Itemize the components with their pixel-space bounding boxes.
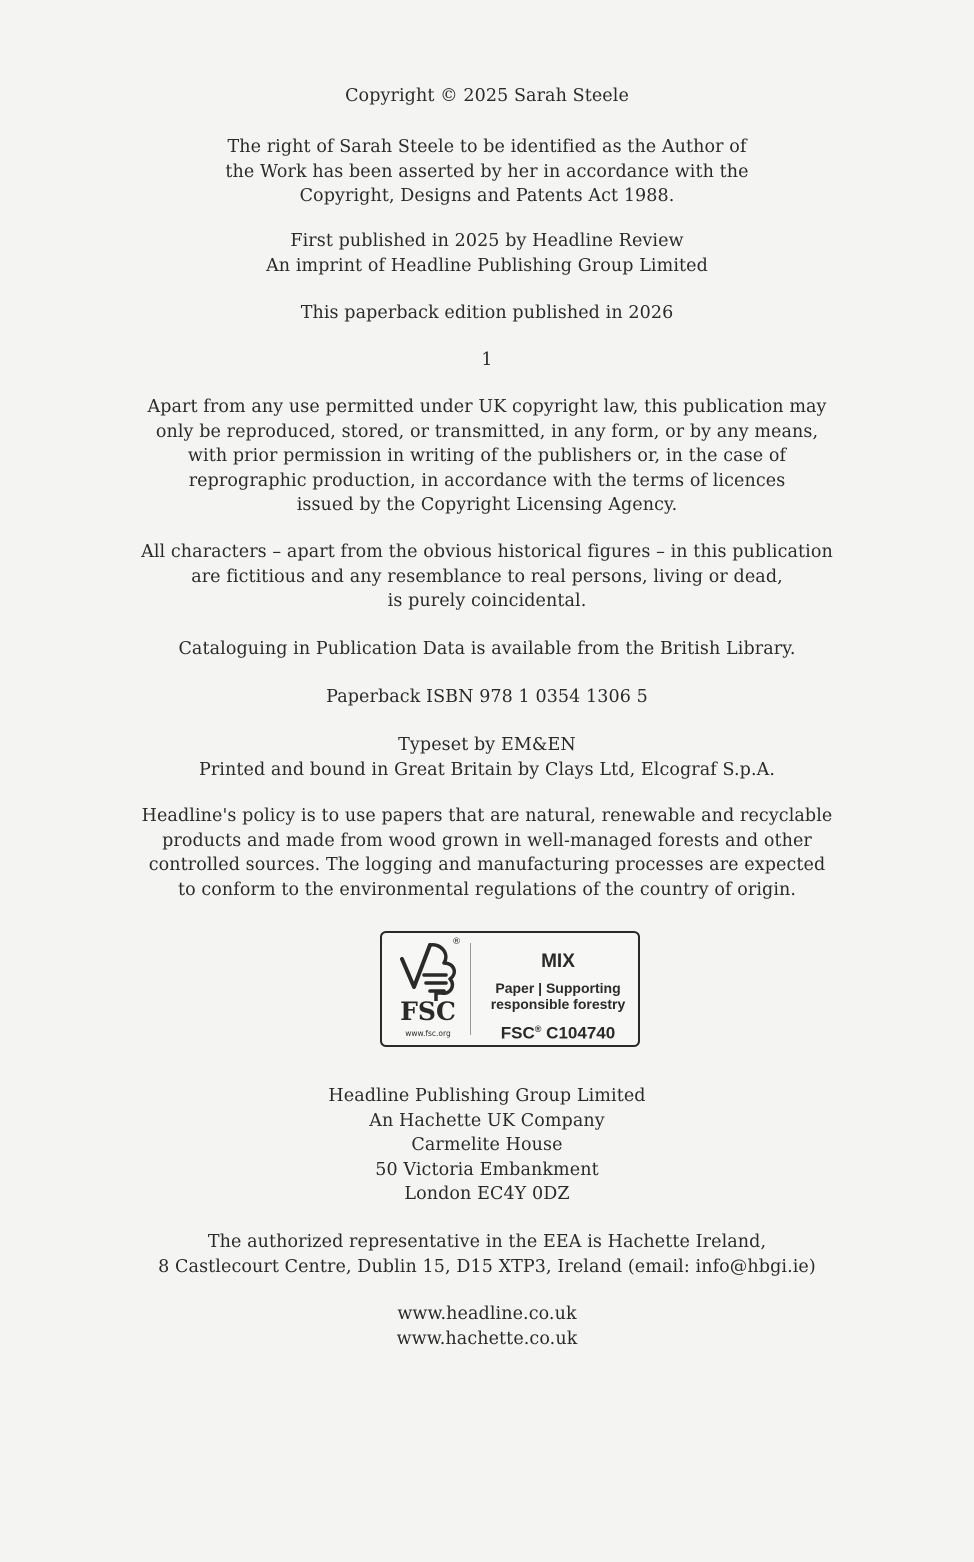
fsc-tree-checkmark-icon — [400, 939, 464, 1001]
isbn-text: Paperback ISBN 978 1 0354 1306 5 — [326, 687, 648, 707]
copyright-notice — [0, 84, 974, 109]
print-number-text: 1 — [481, 350, 493, 370]
text-line: reprographic production, in accordance with the terms of licences — [188, 470, 786, 491]
fsc-code-mark: ® — [534, 1024, 542, 1034]
address-line: Headline Publishing Group Limited — [328, 1086, 646, 1106]
fsc-label — [380, 931, 640, 1047]
text-line: only be reproduced, stored, or transmitted, in any form, or by any means, — [155, 421, 819, 442]
fsc-registered-mark: ® — [452, 937, 461, 947]
text-line: with prior permission in writing of the publishers or, in the case of — [187, 446, 787, 466]
text-line: Printed and bound in Great Britain by Clays Ltd, Elcograf S.p.A. — [198, 759, 776, 780]
address-line: 50 Victoria Embankment — [375, 1159, 599, 1180]
text-line: First published in 2025 by Headline Review — [290, 231, 684, 251]
address-line: Carmelite House — [411, 1135, 563, 1155]
text-line: controlled sources. The logging and manufacturing processes are expected — [148, 855, 826, 875]
address-line: London EC4Y 0DZ — [404, 1184, 570, 1204]
text-line: are fictitious and any resemblance to real persons, living or dead, — [191, 566, 783, 587]
text-line: to conform to the environmental regulations of the country of origin. — [177, 879, 797, 900]
text-line: Copyright, Designs and Patents Act 1988. — [299, 186, 675, 206]
production-credits — [0, 733, 974, 782]
website-link[interactable]: www.hachette.co.uk — [396, 1328, 578, 1349]
copyright-line: Copyright © 2025 Sarah Steele — [345, 86, 629, 106]
text-line: Cataloguing in Publication Data is available from the British Library. — [178, 639, 796, 659]
first-published-statement — [0, 229, 974, 278]
fsc-category: MIX — [541, 951, 575, 972]
text-line: This paperback edition published in 2026 — [300, 303, 674, 323]
text-line: The right of Sarah Steele to be identified as the Author of — [227, 137, 747, 157]
website-link[interactable]: www.headline.co.uk — [397, 1304, 577, 1324]
text-line: An imprint of Headline Publishing Group Limited — [266, 255, 708, 276]
fsc-code-number: C104740 — [546, 1023, 616, 1043]
moral-rights-statement — [0, 135, 974, 209]
fsc-line2: responsible forestry — [490, 996, 626, 1012]
text-line: Apart from any use permitted under UK copyright law, this publication may — [147, 397, 827, 417]
paperback-edition-statement — [0, 301, 974, 326]
isbn-statement — [0, 685, 974, 710]
websites — [0, 1302, 974, 1351]
text-line: Typeset by EM&EN — [398, 735, 576, 755]
fiction-disclaimer — [0, 540, 974, 614]
text-line: All characters – apart from the obvious historical figures – in this publication — [141, 542, 833, 562]
fsc-url: www.fsc.org — [405, 1029, 451, 1038]
paper-policy-statement — [0, 804, 974, 902]
text-line: issued by the Copyright Licensing Agency. — [296, 495, 678, 515]
fsc-license-code — [478, 1019, 638, 1044]
fsc-line1: Paper | Supporting — [495, 980, 621, 996]
fsc-logo-text: FSC — [400, 997, 456, 1026]
text-line: Headline's policy is to use papers that are natural, renewable and recyclable — [141, 806, 833, 826]
address-line: An Hachette UK Company — [369, 1110, 605, 1131]
text-line: products and made from wood grown in well-managed forests and other — [162, 830, 812, 851]
eea-representative — [0, 1230, 974, 1279]
text-line: 8 Castlecourt Centre, Dublin 15, D15 XTP3, Ireland (email: info@hbgi.ie) — [158, 1256, 816, 1277]
text-line: is purely coincidental. — [387, 591, 587, 611]
print-number — [0, 348, 974, 373]
fsc-code-prefix: FSC — [500, 1023, 535, 1043]
fsc-divider — [470, 943, 471, 1035]
text-line: The authorized representative in the EEA is Hachette Ireland, — [207, 1232, 767, 1252]
publisher-address — [0, 1084, 974, 1207]
permission-statement — [0, 395, 974, 518]
text-line: the Work has been asserted by her in accordance with the — [225, 161, 749, 182]
cataloguing-statement — [0, 637, 974, 662]
